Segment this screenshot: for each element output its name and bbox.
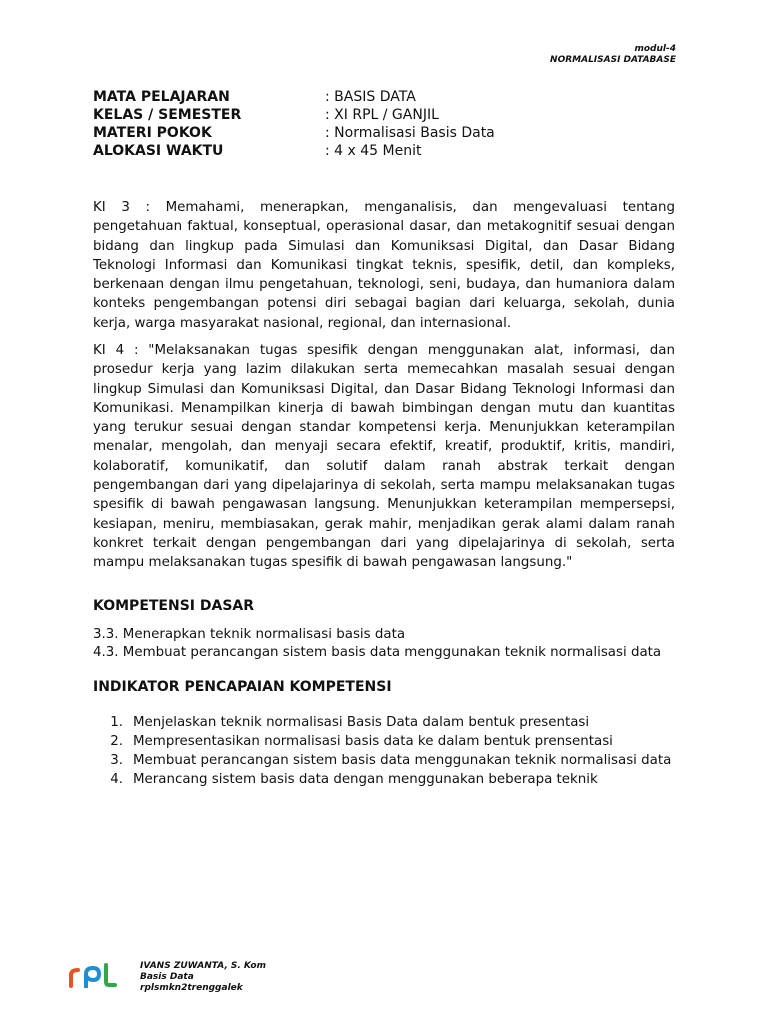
kompetensi-dasar-list (93, 626, 693, 661)
meta-row-subject (93, 88, 693, 106)
meta-value: : 4 x 45 Menit (325, 143, 422, 159)
indikator-list (93, 713, 693, 789)
footer-subject: Basis Data (140, 972, 194, 982)
list-item (93, 751, 693, 770)
meta-row-time (93, 142, 693, 160)
page-header (550, 44, 676, 66)
meta-key: MATA PELAJARAN (93, 89, 230, 105)
footer-site: rplsmkn2trenggalek (140, 983, 243, 993)
ki4-paragraph: KI 4 : "Melaksanakan tugas spesifik dengan menggunakan alat, informasi, dan prosedur kerja yang lazim dilakukan serta memecahkan masalah sesuai dengan lingkup Simulasi dan Komuniksasi Digital, dan Dasar Bidang Teknologi Informasi dan Komunikasi. Menampilkan kinerja di bawah bimbingan dengan mutu dan kuantitas yang terukur sesuai dengan standar kompetensi kerja. Menunjukkan keterampilan menalar, mengolah, dan menyaji secara efektif, kreatif, produktif, kritis, mandiri, kolaboratif, komunikatif, dan solutif dalam ranah abstrak terkait dengan pengembangan dari yang dipelajarinya di sekolah, serta mampu melaksanakan tugas spesifik di bawah pengawasan langsung. Menunjukkan keterampilan mempersepsi, kesiapan, meniru, membiasakan, gerak mahir, menjadikan gerak alami dalam ranah konkret terkait dengan pengembangan dari yang dipelajarinya di sekolah, serta mampu melaksanakan tugas spesifik di bawah pengawasan langsung." (93, 343, 675, 571)
indikator-heading: INDIKATOR PENCAPAIAN KOMPETENSI (93, 679, 392, 695)
meta-key: KELAS / SEMESTER (93, 107, 242, 123)
footer-author: IVANS ZUWANTA, S. Kom (140, 961, 266, 971)
meta-value: : Normalisasi Basis Data (325, 125, 495, 141)
ki4-section (93, 341, 675, 573)
list-item (93, 732, 693, 751)
list-item (93, 770, 693, 789)
list-text: Merancang sistem basis data dengan menggunakan beberapa teknik (133, 772, 598, 787)
meta-key: ALOKASI WAKTU (93, 143, 224, 159)
module-label: modul-4 (634, 44, 676, 54)
rpl-logo-icon (68, 962, 118, 988)
list-number: 3. (110, 753, 123, 768)
meta-key: MATERI POKOK (93, 125, 212, 141)
list-item (93, 713, 693, 732)
list-item: 3.3. Menerapkan teknik normalisasi basis data (93, 627, 406, 642)
ki3-paragraph: KI 3 : Memahami, menerapkan, menganalisis, dan mengevaluasi tentang pengetahuan faktual, konseptual, operasional dasar, dan metakognitif sesuai dengan bidang dan lingkup pada Simulasi dan Komuniksasi Digital, dan Dasar Bidang Teknologi Informasi dan Komunikasi tingkat teknis, spesifik, detil, dan kompleks, berkenaan dengan ilmu pengetahuan, teknologi, seni, budaya, dan humaniora dalam konteks pengembangan potensi diri sebagai bagian dari keluarga, sekolah, dunia kerja, warga masyarakat nasional, regional, dan internasional. (93, 200, 675, 331)
meta-row-topic (93, 124, 693, 142)
ki3-section (93, 198, 675, 333)
list-number: 1. (110, 715, 123, 730)
list-text: Menjelaskan teknik normalisasi Basis Data dalam bentuk presentasi (133, 715, 590, 730)
list-item: 4.3. Membuat perancangan sistem basis data menggunakan teknik normalisasi data (93, 644, 662, 660)
list-number: 2. (110, 734, 123, 749)
meta-row-class (93, 106, 693, 124)
kompetensi-dasar-heading: KOMPETENSI DASAR (93, 598, 255, 614)
meta-value: : XI RPL / GANJIL (325, 107, 439, 123)
list-number: 4. (110, 772, 123, 787)
list-text: Membuat perancangan sistem basis data menggunakan teknik normalisasi data (133, 753, 672, 768)
meta-value: : BASIS DATA (325, 89, 416, 105)
module-title: NORMALISASI DATABASE (550, 55, 676, 65)
list-text: Mempresentasikan normalisasi basis data ke dalam bentuk prensentasi (133, 734, 613, 749)
course-meta (93, 88, 693, 160)
footer-info (140, 961, 266, 994)
